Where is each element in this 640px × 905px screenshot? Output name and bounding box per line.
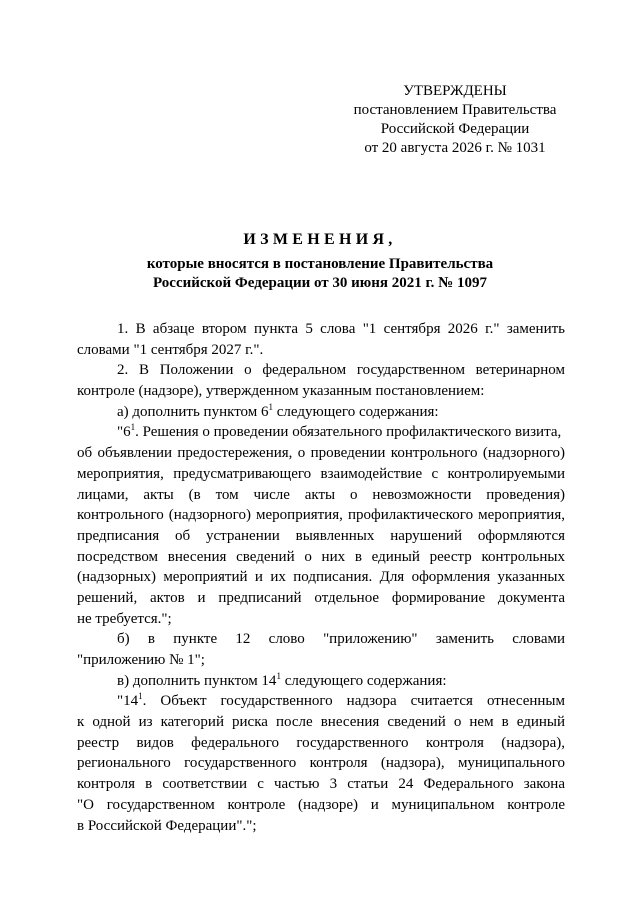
superscript: 1 (268, 401, 274, 412)
approval-line: от 20 августа 2026 г. № 1031 (364, 140, 546, 156)
text-line: контроле (надзоре), утвержденном указанным постановлением: (77, 383, 485, 400)
text-line: в Российской Федерации"."; (77, 817, 257, 834)
text-line (77, 671, 565, 692)
subtitle-line: которые вносятся в постановление Правительства (146, 256, 494, 272)
text-line: 2. В Положении о федеральном государственном ветеринарном (117, 362, 565, 379)
text-line: контрольного (надзорного) мероприятия, профилактического мероприятия, (77, 507, 565, 524)
text-fragment: "6 (117, 424, 131, 441)
text-fragment: следующего содержания: (273, 403, 439, 420)
subtitle-line: Российской Федерации от 30 июня 2021 г. № 1097 (153, 275, 487, 291)
text-fragment: следующего содержания: (280, 672, 447, 689)
text-line: об объявлении предостережения, о проведении контрольного (надзорного) (77, 445, 565, 462)
document-subtitle (0, 255, 640, 293)
text-fragment: в) дополнить пунктом 14 (117, 672, 277, 689)
document-body (77, 319, 565, 836)
text-line: б) в пункте 12 слово "приложению" заменить словами (117, 631, 565, 648)
approval-line: постановлением Правительства (353, 102, 557, 118)
text-fragment: . Объект государственного надзора считается отнесенным (142, 693, 565, 710)
superscript: 1 (130, 422, 136, 433)
text-line (77, 691, 565, 712)
text-line: (надзорных) мероприятий и их подписания. Для оформления указанных (77, 569, 565, 586)
text-line: "О государственном контроле (надзоре) и муниципальном контроле (77, 796, 565, 813)
text-line: регионального государственного контроля (надзора), муниципального (77, 755, 565, 772)
text-line: посредством внесения сведений о них в единый реестр контрольных (77, 548, 565, 565)
text-fragment: . Решения о проведении обязательного профилактического визита, (135, 424, 562, 441)
superscript: 1 (276, 670, 281, 681)
approval-line: Российской Федерации (380, 121, 530, 137)
text-fragment: "14 (117, 693, 139, 710)
text-line: лицами, акты (в том числе акты о невозможности проведения) (77, 486, 565, 503)
text-line: контроля в соответствии с частью 3 статьи 24 Федерального закона (77, 776, 565, 793)
text-line: к одной из категорий риска после внесения сведений о нем в единый (77, 714, 565, 731)
text-line (77, 402, 565, 423)
text-line: предписания об устранении выявленных нарушений оформляются (77, 527, 565, 544)
text-line: "приложению № 1"; (77, 652, 205, 668)
text-line: словами "1 сентября 2027 г.". (77, 341, 264, 358)
document-title: ИЗМЕНЕНИЯ, (243, 231, 397, 248)
text-line: решений, актов и предписаний отдельное формирование документа (77, 589, 565, 606)
text-line: реестр видов федерального государственного контроля (надзора), (77, 734, 565, 751)
text-fragment: а) дополнить пунктом 6 (117, 403, 269, 420)
text-line: 1. В абзаце втором пункта 5 слова "1 сентября 2026 г." заменить (117, 321, 565, 337)
text-line: не требуется."; (77, 610, 172, 627)
approval-stamp (330, 82, 580, 158)
text-line (77, 422, 565, 443)
approval-heading: УТВЕРЖДЕНЫ (403, 83, 507, 99)
superscript: 1 (138, 691, 143, 702)
text-line: мероприятия, предусматривающего взаимодействие с контролируемыми (77, 465, 565, 482)
